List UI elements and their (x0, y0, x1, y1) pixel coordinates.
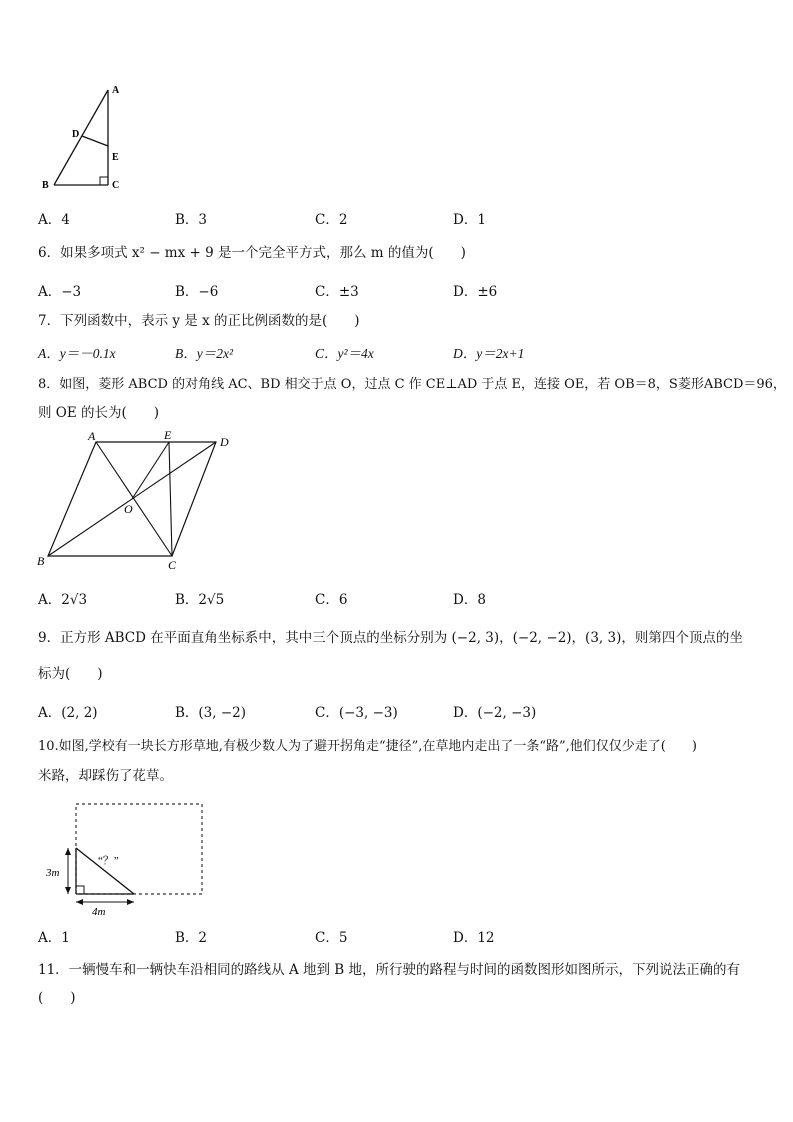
diagonal-ac (96, 442, 172, 556)
label-o: O (124, 502, 133, 516)
q5-option-d: D．1 (453, 212, 486, 228)
q6-option-a: A．−3 (38, 284, 82, 300)
q6-option-d: D．±6 (453, 284, 498, 300)
rhombus-figure (34, 428, 244, 574)
width-label: 4m (92, 906, 106, 918)
path-label: “？” (98, 855, 119, 867)
q5-option-c: C．2 (315, 212, 348, 228)
triangle-figure (38, 82, 138, 194)
q5-option-b: B．3 (175, 212, 208, 228)
height-arrow-top (65, 848, 71, 855)
lawn-figure (40, 798, 210, 918)
q8-stem-line1: 8．如图，菱形 ABCD 的对角线 AC、BD 相交于点 O，过点 C 作 CE⊥AD 于点 E，连接 OE，若 OB＝8，S菱形ABCD＝96， (38, 377, 786, 392)
q10-option-b: B．2 (175, 930, 208, 946)
segment-ba (54, 90, 108, 185)
label-e: E (164, 428, 172, 442)
q10-option-c: C．5 (315, 930, 348, 946)
q10-option-d: D．12 (453, 930, 495, 946)
q9-option-c: C．(−3, −3) (315, 705, 398, 721)
q10-stem-line1: 10.如图,学校有一块长方形草地,有极少数人为了避开拐角走“捷径”,在草地内走出了一条“路”,他们仅仅少走了( ) (38, 739, 697, 754)
label-d: D (72, 129, 80, 140)
q7-stem: 7．下列函数中，表示 y 是 x 的正比例函数的是( ) (38, 313, 360, 329)
q9-stem-line2: 标为( ) (38, 666, 103, 682)
q6-option-b: B．−6 (175, 284, 219, 300)
label-e: E (112, 152, 119, 163)
q10-stem-line2: 米路，却踩伤了花草。 (38, 768, 173, 784)
right-angle-mark (100, 177, 108, 185)
q10-option-a: A．1 (38, 930, 70, 946)
q10-options (38, 926, 678, 946)
right-angle-mark (76, 886, 84, 894)
q9-option-a: A．(2, 2) (38, 705, 98, 721)
label-c: C (168, 558, 177, 572)
label-d: D (220, 435, 229, 449)
label-a: A (112, 85, 120, 96)
height-label: 3m (46, 867, 60, 879)
width-arrow-right (127, 899, 134, 905)
q6-options (38, 280, 678, 300)
q7-option-b: B．y＝2x² (175, 346, 234, 361)
q7-option-d: D．y＝2x+1 (453, 346, 525, 361)
label-c: C (112, 180, 120, 191)
q8-stem-line2: 则 OE 的长为( ) (38, 405, 160, 421)
q9-option-b: B．(3, −2) (175, 705, 247, 721)
q8-option-c: C．6 (315, 592, 348, 608)
q7-options (38, 342, 678, 362)
q5-option-a: A．4 (38, 212, 70, 228)
lawn-rectangle (76, 804, 202, 894)
label-b: B (42, 180, 49, 191)
q5-options (38, 208, 678, 228)
q8-options (38, 588, 678, 608)
segment-oe (132, 442, 169, 499)
q8-option-b: B．2√5 (175, 592, 225, 608)
segment-de (82, 136, 108, 146)
label-a: A (88, 429, 96, 443)
q9-options (38, 701, 678, 721)
q9-stem-line1: 9．正方形 ABCD 在平面直角坐标系中，其中三个顶点的坐标分别为 (−2, 3)，(−2, −2)，(3, 3)，则第四个顶点的坐 (38, 630, 743, 646)
label-b: B (37, 554, 45, 568)
q9-option-d: D．(−2, −3) (453, 705, 537, 721)
q7-option-c: C．y²＝4x (315, 346, 374, 361)
q11-stem: 11．一辆慢车和一辆快车沿相同的路线从 A 地到 B 地，所行驶的路程与时间的函数图形如图所示，下列说法正确的有( ) (38, 962, 741, 1006)
q6-stem: 6．如果多项式 x² − mx + 9 是一个完全平方式，那么 m 的值为( ) (38, 245, 466, 261)
q8-option-d: D．8 (453, 592, 486, 608)
q7-option-a: A．y＝－0.1x (38, 346, 116, 361)
width-arrow-left (76, 899, 83, 905)
q6-option-c: C．±3 (315, 284, 359, 300)
segment-ce (169, 442, 172, 556)
q8-option-a: A．2√3 (38, 592, 88, 608)
height-arrow-bottom (65, 887, 71, 894)
